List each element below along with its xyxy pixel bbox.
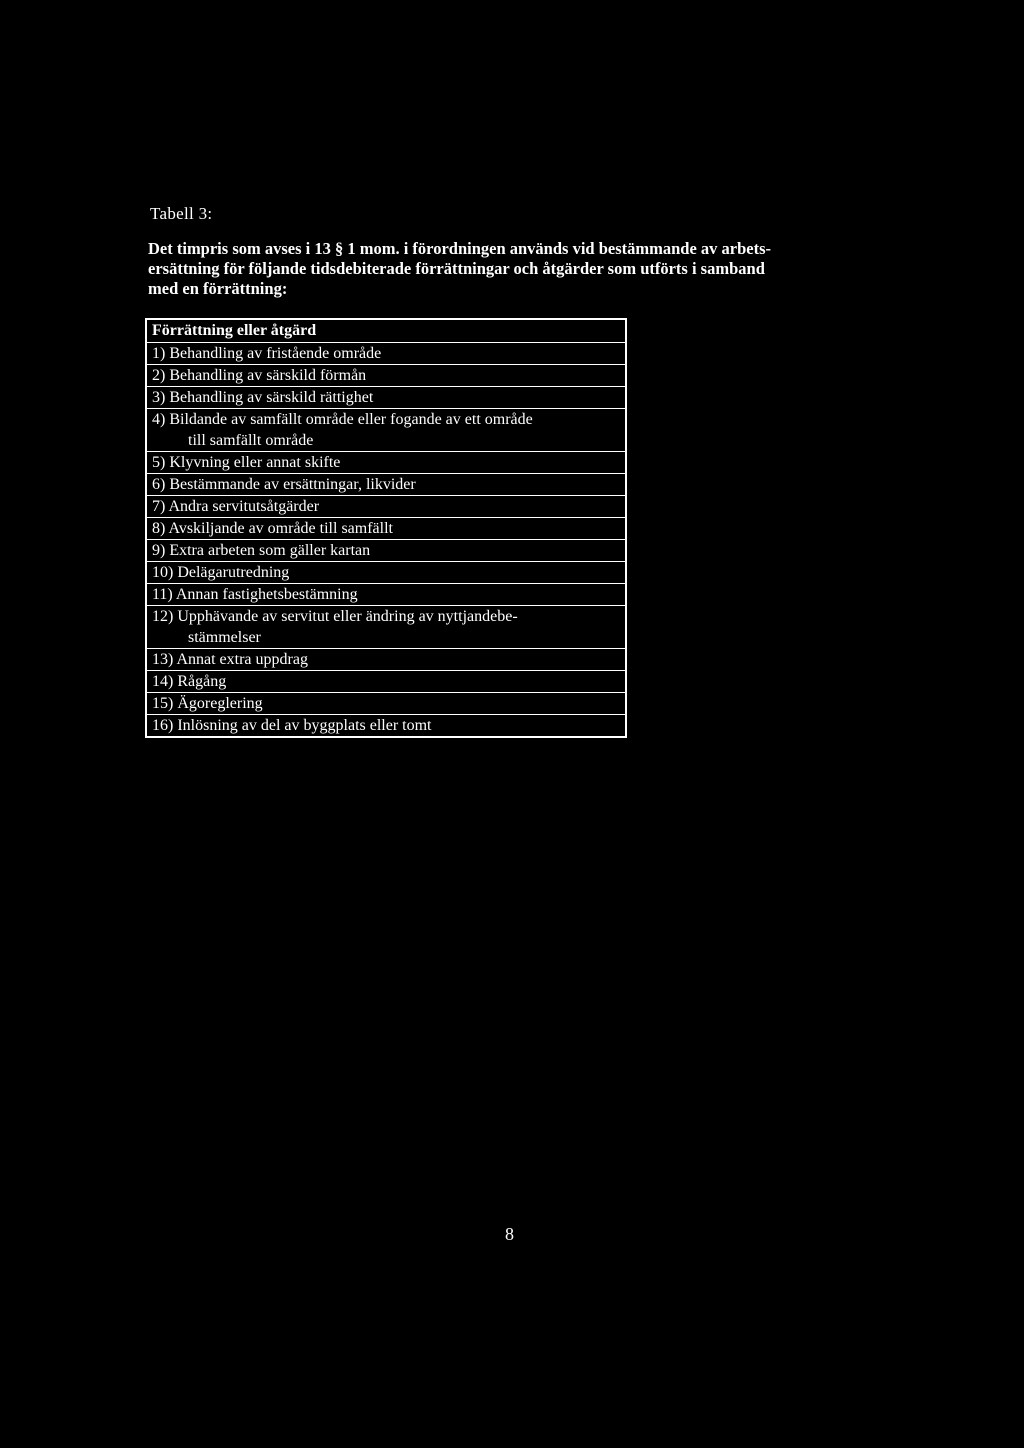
row-text: 8) Avskiljande av område till samfällt <box>152 520 393 537</box>
table-row <box>147 386 625 408</box>
table-row <box>147 408 625 451</box>
table-row <box>147 670 625 692</box>
table-row <box>147 605 625 648</box>
table-row <box>147 539 625 561</box>
table-row <box>147 583 625 605</box>
row-text: 3) Behandling av särskild rättighet <box>152 389 374 406</box>
table-header: Förrättning eller åtgärd <box>152 322 317 339</box>
row-text: 14) Rågång <box>152 673 227 690</box>
table-row <box>147 692 625 714</box>
table-row <box>147 495 625 517</box>
table-row <box>147 517 625 539</box>
page-number: 8 <box>505 1224 514 1244</box>
row-text: 10) Delägarutredning <box>152 564 290 581</box>
row-text: 16) Inlösning av del av byggplats eller tomt <box>152 717 432 734</box>
table-row <box>147 364 625 386</box>
table-row <box>147 648 625 670</box>
row-text: 4) Bildande av samfällt område eller fogande av ett område <box>152 411 533 428</box>
table-row <box>147 714 625 736</box>
row-text: 1) Behandling av fristående område <box>152 345 382 362</box>
row-text: 13) Annat extra uppdrag <box>152 651 308 668</box>
intro-paragraph <box>148 239 878 299</box>
row-text: 15) Ägoreglering <box>152 695 263 712</box>
table-row <box>147 473 625 495</box>
row-text: 2) Behandling av särskild förmån <box>152 367 367 384</box>
table-row <box>147 451 625 473</box>
row-text: 11) Annan fastighetsbestämning <box>152 586 358 603</box>
procedure-table <box>145 318 627 738</box>
row-continuation: till samfällt område <box>188 432 314 449</box>
intro-line: med en förrättning: <box>148 279 288 298</box>
row-text: 9) Extra arbeten som gäller kartan <box>152 542 371 559</box>
intro-line: Det timpris som avses i 13 § 1 mom. i förordningen används vid bestämmande av arbets- <box>148 239 772 258</box>
row-continuation: stämmelser <box>188 629 261 646</box>
intro-line: ersättning för följande tidsdebiterade förrättningar och åtgärder som utförts i samband <box>148 259 765 278</box>
table-label: Tabell 3: <box>150 204 213 223</box>
row-text: 6) Bestämmande av ersättningar, likvider <box>152 476 416 493</box>
row-text: 5) Klyvning eller annat skifte <box>152 454 341 471</box>
row-text: 12) Upphävande av servitut eller ändring av nyttjandebe- <box>152 608 518 625</box>
table-row <box>147 342 625 364</box>
table-row <box>147 561 625 583</box>
row-text: 7) Andra servitutsåtgärder <box>152 498 320 515</box>
